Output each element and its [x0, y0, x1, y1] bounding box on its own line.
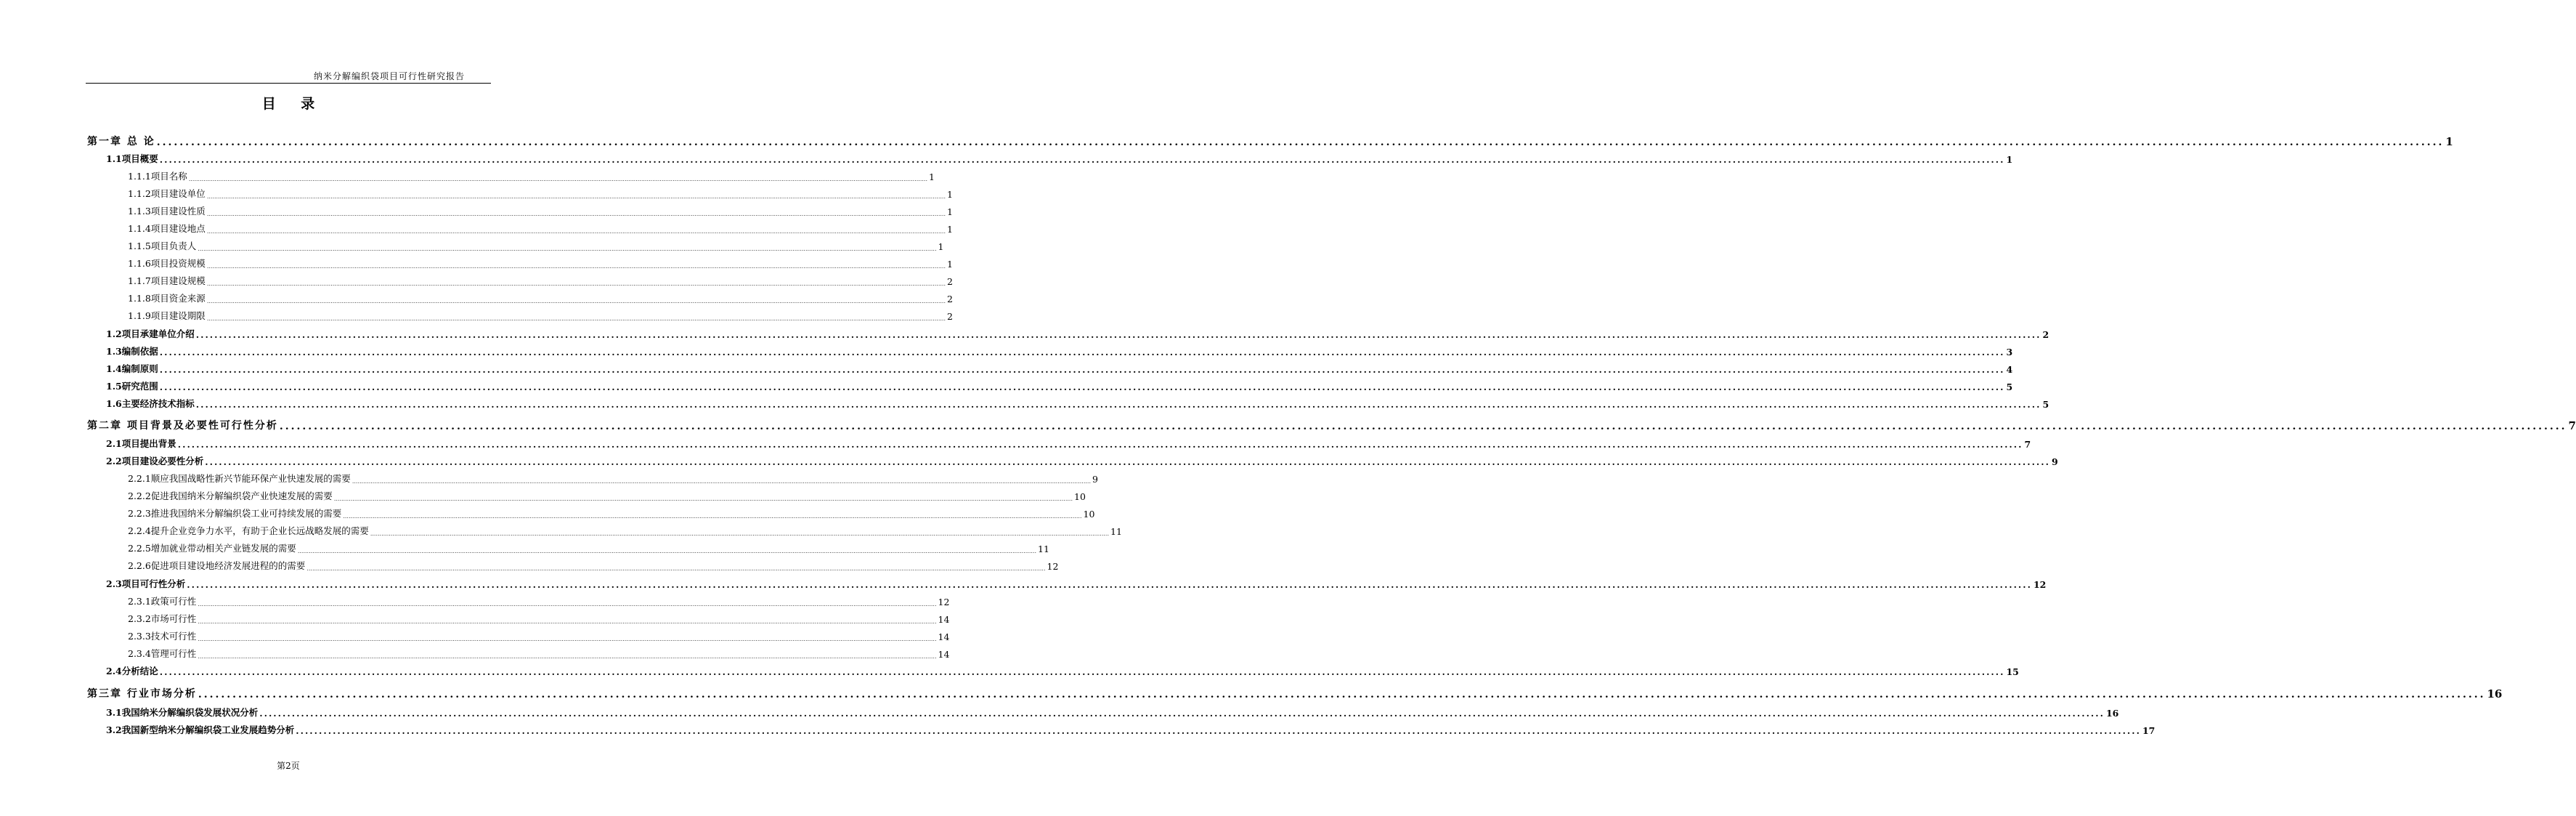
toc-entry-label: 1.6主要经济技术指标	[106, 398, 195, 409]
toc-leader-dots: ................................................................................................................................................................................................................................................................................................................................................................................................................	[206, 315, 946, 322]
toc-entry-label: 2.3.2市场可行性	[128, 613, 197, 624]
toc-leader-dots: ................................................................................................................................................................................................................................................................................................................................................................................................................	[156, 137, 2445, 148]
toc-entry-level-3[interactable]	[128, 271, 953, 287]
toc-entry-label: 1.2项目承建单位介绍	[106, 328, 195, 339]
toc-entry-level-2[interactable]	[106, 376, 2013, 392]
toc-leader-dots: ................................................................................................................................................................................................................................................................................................................................................................................................................	[296, 725, 2141, 736]
toc-entry-label: 2.2项目建设必要性分析	[106, 456, 204, 466]
toc-leader-dots: ................................................................................................................................................................................................................................................................................................................................................................................................................	[343, 513, 1082, 520]
toc-entry-page: 16	[2487, 687, 2503, 700]
toc-entry-page: 5	[2006, 381, 2013, 392]
toc-entry-level-2[interactable]	[106, 661, 2019, 677]
toc-leader-dots: ................................................................................................................................................................................................................................................................................................................................................................................................................	[159, 154, 2005, 165]
toc-leader-dots: ................................................................................................................................................................................................................................................................................................................................................................................................................	[206, 280, 946, 287]
toc-entry-level-3[interactable]	[128, 219, 953, 235]
toc-entry-page: 1	[929, 171, 935, 182]
toc-entry-label: 1.1.2项目建设单位	[128, 188, 206, 199]
toc-leader-dots: ................................................................................................................................................................................................................................................................................................................................................................................................................	[187, 579, 2032, 590]
toc-entry-label: 3.2我国新型纳米分解编织袋工业发展趋势分析	[106, 724, 295, 735]
toc-entry-level-3[interactable]	[128, 288, 953, 304]
toc-entry-label: 1.4编制原则	[106, 363, 158, 374]
toc-entry-level-1[interactable]	[87, 131, 2453, 148]
toc-entry-page: 9	[2051, 456, 2058, 467]
toc-entry-page: 10	[1083, 509, 1095, 520]
toc-entry-label: 1.1.1项目名称	[128, 171, 187, 182]
toc-entry-level-2[interactable]	[106, 342, 2013, 357]
toc-entry-page: 4	[2006, 364, 2013, 375]
toc-entry-page: 9	[1092, 474, 1098, 485]
toc-entry-label: 2.2.2促进我国纳米分解编织袋产业快速发展的需要	[128, 490, 333, 501]
toc-leader-dots: ................................................................................................................................................................................................................................................................................................................................................................................................................	[206, 228, 946, 235]
toc-entry-level-1[interactable]	[87, 415, 2576, 432]
toc-entry-label: 1.1.9项目建设期限	[128, 310, 206, 321]
toc-entry-level-2[interactable]	[106, 394, 2049, 410]
toc-leader-dots: ................................................................................................................................................................................................................................................................................................................................................................................................................	[352, 478, 1091, 485]
toc-entry-page: 1	[947, 224, 953, 235]
toc-entry-label: 3.1我国纳米分解编织袋发展状况分析	[106, 707, 259, 718]
toc-entry-page: 14	[938, 614, 950, 625]
toc-entry-page: 15	[2006, 666, 2019, 677]
toc-entry-level-3[interactable]	[128, 504, 1095, 520]
toc-entry-label: 2.2.1顺应我国战略性新兴节能环保产业快速发展的需要	[128, 473, 351, 484]
toc-entry-page: 11	[1038, 544, 1049, 554]
toc-leader-dots: ................................................................................................................................................................................................................................................................................................................................................................................................................	[195, 399, 2041, 410]
toc-entry-level-2[interactable]	[106, 149, 2013, 165]
toc-entry-page: 1	[2006, 154, 2013, 165]
toc-entry-label: 2.3.1政策可行性	[128, 596, 197, 607]
toc-entry-page: 2	[947, 311, 953, 322]
toc-leader-dots: ................................................................................................................................................................................................................................................................................................................................................................................................................	[206, 193, 946, 200]
toc-leader-dots: ................................................................................................................................................................................................................................................................................................................................................................................................................	[259, 708, 2105, 719]
toc-entry-page: 1	[2445, 135, 2453, 148]
toc-entry-level-3[interactable]	[128, 236, 944, 252]
toc-entry-page: 12	[2033, 579, 2047, 590]
toc-entry-label: 1.3编制依据	[106, 346, 158, 357]
toc-leader-dots: ................................................................................................................................................................................................................................................................................................................................................................................................................	[333, 496, 1073, 502]
toc-entry-level-3[interactable]	[128, 469, 1098, 485]
toc-entry-page: 2	[947, 276, 953, 287]
toc-entry-level-2[interactable]	[106, 434, 2031, 450]
toc-entry-page: 2	[947, 294, 953, 304]
toc-entry-level-2[interactable]	[106, 324, 2049, 340]
toc-entry-page: 16	[2105, 708, 2119, 719]
toc-leader-dots: ................................................................................................................................................................................................................................................................................................................................................................................................................	[159, 347, 2005, 357]
toc-leader-dots: ................................................................................................................................................................................................................................................................................................................................................................................................................	[198, 601, 937, 607]
toc-entry-page: 1	[938, 241, 944, 252]
toc-entry-level-1[interactable]	[87, 683, 2503, 700]
toc-entry-page: 14	[938, 649, 950, 660]
toc-entry-label: 2.3.4管理可行性	[128, 648, 197, 659]
toc-entry-level-3[interactable]	[128, 626, 950, 642]
toc-leader-dots: ................................................................................................................................................................................................................................................................................................................................................................................................................	[206, 263, 946, 270]
toc-leader-dots: ................................................................................................................................................................................................................................................................................................................................................................................................................	[279, 421, 2567, 432]
toc-entry-page: 11	[1110, 526, 1122, 537]
header-title: 纳米分解编织袋项目可行性研究报告	[313, 71, 465, 81]
toc-leader-dots: ................................................................................................................................................................................................................................................................................................................................................................................................................	[195, 329, 2041, 340]
toc-entry-label: 2.3.3技术可行性	[128, 631, 197, 642]
toc-entry-page: 14	[938, 631, 950, 642]
toc-leader-dots: ................................................................................................................................................................................................................................................................................................................................................................................................................	[198, 689, 2486, 700]
toc-entry-page: 5	[2042, 399, 2049, 410]
toc-leader-dots: ................................................................................................................................................................................................................................................................................................................................................................................................................	[159, 364, 2005, 375]
toc-entry-label: 1.1.8项目资金来源	[128, 293, 206, 304]
toc-leader-dots: ................................................................................................................................................................................................................................................................................................................................................................................................................	[297, 548, 1036, 554]
toc-entry-label: 2.2.4提升企业竞争力水平，有助于企业长远战略发展的需要	[128, 525, 369, 536]
toc-entry-page: 1	[947, 259, 953, 270]
toc-entry-page: 10	[1074, 491, 1086, 502]
toc-entry-level-3[interactable]	[128, 254, 953, 270]
toc-entry-label: 2.2.5增加就业带动相关产业链发展的需要	[128, 543, 296, 554]
toc-entry-label: 第一章 总 论	[87, 136, 155, 148]
toc-entry-label: 1.1.4项目建设地点	[128, 223, 206, 234]
toc-entry-label: 1.1.3项目建设性质	[128, 206, 206, 217]
toc-leader-dots: ................................................................................................................................................................................................................................................................................................................................................................................................................	[198, 618, 937, 625]
toc-leader-dots: ................................................................................................................................................................................................................................................................................................................................................................................................................	[198, 636, 937, 642]
toc-entry-level-3[interactable]	[128, 609, 950, 625]
toc-entry-label: 2.2.3推进我国纳米分解编织袋工业可持续发展的需要	[128, 508, 342, 519]
toc-entry-page: 17	[2142, 725, 2156, 736]
toc-leader-dots: ................................................................................................................................................................................................................................................................................................................................................................................................................	[198, 653, 937, 660]
toc-leader-dots: ................................................................................................................................................................................................................................................................................................................................................................................................................	[206, 211, 946, 217]
toc-entry-label: 2.4分析结论	[106, 666, 158, 676]
toc-entry-page: 1	[947, 189, 953, 200]
toc-entry-page: 3	[2006, 347, 2013, 357]
toc-leader-dots: ................................................................................................................................................................................................................................................................................................................................................................................................................	[370, 530, 1109, 537]
toc-entry-level-3[interactable]	[128, 184, 953, 200]
toc-entry-label: 1.1.5项目负责人	[128, 241, 197, 251]
toc-entry-page: 7	[2568, 419, 2576, 432]
toc-entry-level-2[interactable]	[106, 451, 2058, 467]
toc-title: 目 录	[261, 96, 325, 112]
toc-entry-label: 1.1项目概要	[106, 153, 158, 164]
toc-entry-level-3[interactable]	[128, 521, 1122, 537]
toc-entry-label: 第三章 行业市场分析	[87, 688, 197, 700]
toc-entry-page: 12	[1047, 561, 1059, 572]
toc-entry-level-3[interactable]	[128, 644, 950, 660]
toc-leader-dots: ................................................................................................................................................................................................................................................................................................................................................................................................................	[198, 246, 937, 252]
toc-leader-dots: ................................................................................................................................................................................................................................................................................................................................................................................................................	[159, 381, 2005, 392]
toc-leader-dots: ................................................................................................................................................................................................................................................................................................................................................................................................................	[177, 439, 2023, 450]
toc-entry-level-3[interactable]	[128, 556, 1059, 572]
toc-entry-level-3[interactable]	[128, 486, 1086, 502]
toc-entry-label: 2.3项目可行性分析	[106, 578, 186, 589]
toc-entry-level-3[interactable]	[128, 538, 1049, 554]
toc-entry-page: 2	[2042, 329, 2049, 340]
toc-entry-level-2[interactable]	[106, 574, 2047, 590]
page-number: 第2页	[277, 761, 300, 771]
toc-entry-level-2[interactable]	[106, 703, 2119, 719]
toc-entry-level-3[interactable]	[128, 201, 953, 217]
toc-entry-level-2[interactable]	[106, 359, 2013, 375]
toc-entry-level-3[interactable]	[128, 166, 935, 182]
toc-entry-label: 2.2.6促进项目建设地经济发展进程的的需要	[128, 560, 306, 571]
toc-leader-dots: ................................................................................................................................................................................................................................................................................................................................................................................................................	[159, 666, 2005, 677]
toc-entry-label: 1.1.6项目投资规模	[128, 258, 206, 269]
toc-entry-label: 1.5研究范围	[106, 381, 158, 392]
toc-entry-page: 12	[938, 597, 950, 607]
toc-leader-dots: ................................................................................................................................................................................................................................................................................................................................................................................................................	[206, 298, 946, 304]
toc-leader-dots: ................................................................................................................................................................................................................................................................................................................................................................................................................	[205, 456, 2050, 467]
toc-entry-level-2[interactable]	[106, 720, 2156, 736]
toc-entry-label: 第二章 项目背景及必要性可行性分析	[87, 420, 278, 432]
toc-entry-label: 1.1.7项目建设规模	[128, 275, 206, 286]
toc-entry-label: 2.1项目提出背景	[106, 438, 176, 449]
toc-leader-dots: ................................................................................................................................................................................................................................................................................................................................................................................................................	[306, 565, 1046, 572]
toc-entry-level-3[interactable]	[128, 306, 953, 322]
toc-entry-page: 1	[947, 206, 953, 217]
toc-leader-dots: ................................................................................................................................................................................................................................................................................................................................................................................................................	[188, 176, 927, 182]
toc-entry-level-3[interactable]	[128, 591, 950, 607]
toc-entry-page: 7	[2024, 439, 2031, 450]
